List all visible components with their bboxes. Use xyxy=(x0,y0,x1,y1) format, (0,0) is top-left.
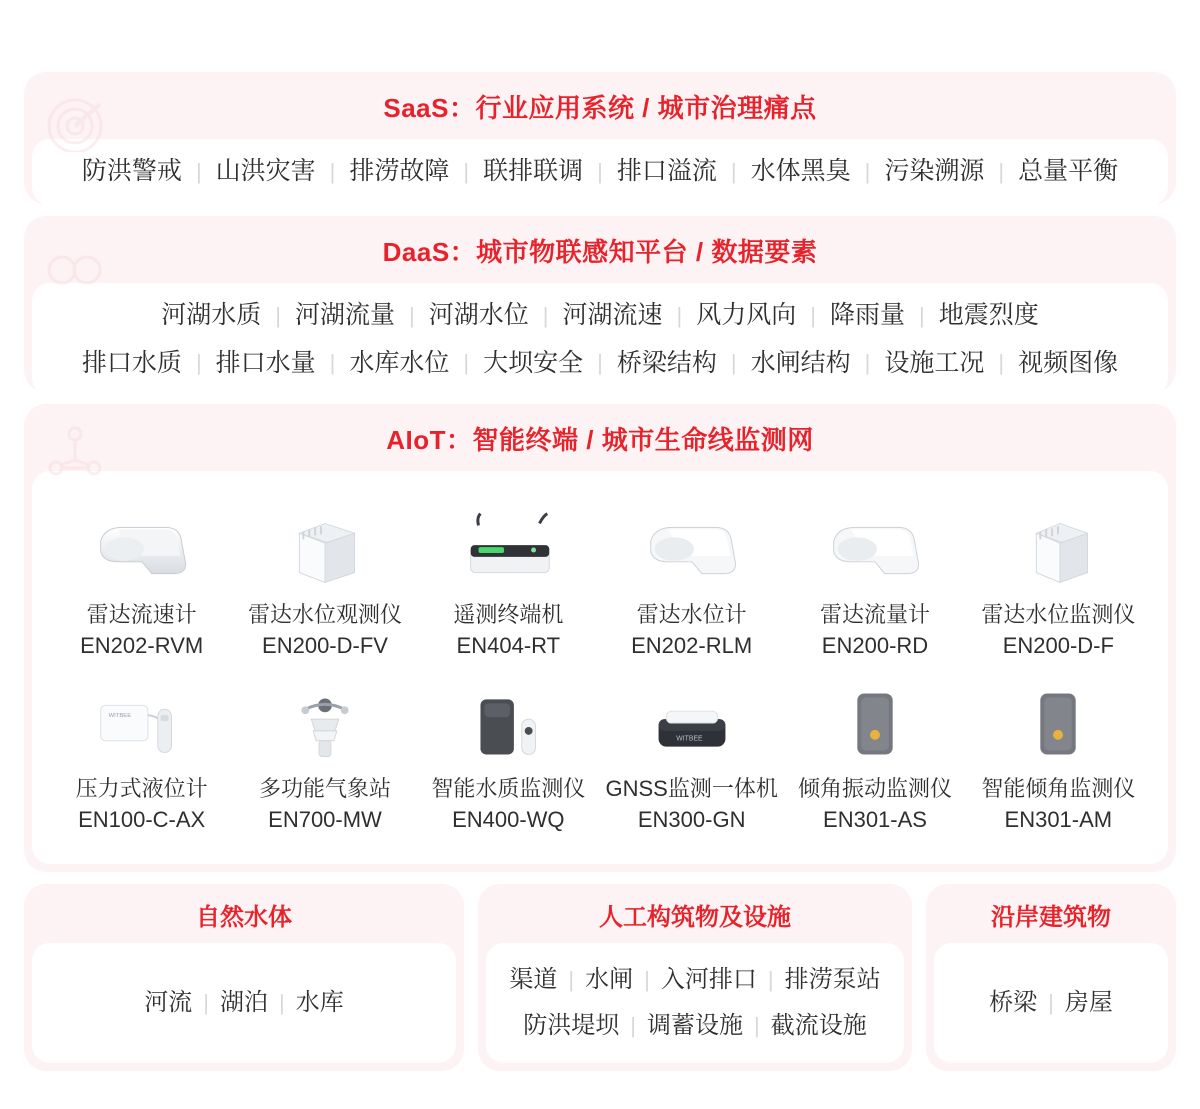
separator: | xyxy=(329,350,336,376)
daas-item[interactable]: 排口水量 xyxy=(215,348,316,377)
artificial-item[interactable]: 调蓄设施 xyxy=(647,1011,743,1039)
coastal-item-row xyxy=(940,985,1162,1021)
separator: | xyxy=(463,158,470,184)
separator: | xyxy=(767,966,774,992)
separator: | xyxy=(597,158,603,184)
daas-item[interactable]: 排口水质 xyxy=(81,348,182,377)
device-name: 智能倾角监测仪 xyxy=(981,776,1136,802)
coastal-building-card xyxy=(926,884,1176,1071)
artificial-structure-title: 人工构筑物及设施 xyxy=(599,903,791,931)
daas-layer-card xyxy=(24,216,1176,392)
daas-item[interactable]: 大坝安全 xyxy=(483,348,584,377)
device-name: 雷达水位监测仪 xyxy=(981,602,1136,627)
separator: | xyxy=(409,302,415,328)
radar-level-meter-icon xyxy=(627,495,757,591)
artificial-structure-card xyxy=(478,884,912,1071)
device-grid xyxy=(42,485,1158,850)
separator: | xyxy=(810,302,816,328)
natural-water-title: 自然水体 xyxy=(196,903,292,931)
daas-item[interactable]: 风力风向 xyxy=(696,301,797,329)
separator: | xyxy=(754,1012,760,1038)
device-item[interactable] xyxy=(50,665,233,835)
artificial-item[interactable]: 排涝泵站 xyxy=(784,965,881,993)
daas-item[interactable]: 降雨量 xyxy=(829,301,905,329)
daas-item[interactable]: 视频图像 xyxy=(1018,348,1119,377)
separator: | xyxy=(195,350,202,376)
artificial-item[interactable]: 截流设施 xyxy=(770,1011,867,1039)
device-name: 雷达水位计 xyxy=(636,602,747,627)
separator: | xyxy=(203,989,209,1015)
saas-item[interactable]: 总量平衡 xyxy=(1018,157,1119,185)
device-model: EN400-WQ xyxy=(452,807,565,833)
daas-item[interactable]: 河湖水质 xyxy=(161,301,262,329)
device-item[interactable] xyxy=(967,491,1150,661)
weather-station-icon xyxy=(260,669,390,765)
device-item[interactable] xyxy=(783,491,966,661)
device-name: 倾角振动监测仪 xyxy=(797,776,952,802)
device-item[interactable] xyxy=(600,491,783,661)
coastal-building-items xyxy=(934,943,1168,1063)
device-model: EN404-RT xyxy=(456,632,561,658)
coastal-item[interactable]: 房屋 xyxy=(1064,988,1113,1016)
device-name: 多功能气象站 xyxy=(258,776,391,802)
separator: | xyxy=(597,350,603,376)
saas-item[interactable]: 山洪灾害 xyxy=(215,157,316,185)
separator: | xyxy=(1048,989,1054,1015)
separator: | xyxy=(998,350,1005,376)
svg-text:WITBEE: WITBEE xyxy=(675,736,703,744)
separator: | xyxy=(676,302,683,328)
device-model: EN700-MW xyxy=(268,807,382,833)
daas-item[interactable]: 河湖流速 xyxy=(562,301,663,329)
artificial-item-row-1 xyxy=(492,962,898,998)
saas-item-row xyxy=(42,153,1158,191)
saas-item[interactable]: 水体黑臭 xyxy=(750,157,851,185)
separator: | xyxy=(918,302,925,328)
device-model: EN200-RD xyxy=(821,632,929,658)
device-item[interactable] xyxy=(417,665,600,835)
device-model: EN200-D-F xyxy=(1002,632,1114,658)
artificial-item[interactable]: 渠道 xyxy=(509,965,558,993)
daas-item-row-1 xyxy=(42,297,1158,335)
saas-item[interactable]: 污染溯源 xyxy=(884,157,985,185)
natural-item[interactable]: 河流 xyxy=(144,988,193,1016)
device-item[interactable] xyxy=(233,491,416,661)
radar-velocity-sensor-icon xyxy=(77,495,207,591)
daas-item[interactable]: 水库水位 xyxy=(349,348,450,377)
separator: | xyxy=(279,989,285,1015)
device-item[interactable] xyxy=(417,491,600,661)
separator: | xyxy=(275,302,282,328)
device-model: EN301-AS xyxy=(823,807,927,833)
artificial-item[interactable]: 水闸 xyxy=(585,965,634,993)
device-model: EN200-D-FV xyxy=(262,632,388,658)
radar-level-monitor-icon xyxy=(993,495,1123,591)
device-name: 遥测终端机 xyxy=(453,602,564,627)
daas-item[interactable]: 设施工况 xyxy=(884,348,985,377)
separator: | xyxy=(630,1012,636,1038)
device-model: EN301-AM xyxy=(1004,807,1113,833)
device-name: 雷达流速计 xyxy=(86,602,197,627)
device-item[interactable] xyxy=(783,665,966,835)
device-name: 智能水质监测仪 xyxy=(431,776,586,802)
separator: | xyxy=(644,966,650,992)
daas-items xyxy=(32,283,1168,392)
separator: | xyxy=(864,158,871,184)
separator: | xyxy=(329,158,336,184)
device-item[interactable] xyxy=(967,665,1150,835)
separator: | xyxy=(730,350,737,376)
saas-layer-card xyxy=(24,72,1176,204)
device-model: EN202-RVM xyxy=(80,632,204,658)
daas-item[interactable]: 河湖流量 xyxy=(295,301,396,329)
aiot-layer-card xyxy=(24,404,1176,872)
device-name: 雷达水位观测仪 xyxy=(247,602,402,627)
natural-water-items xyxy=(32,943,456,1063)
natural-water-card xyxy=(24,884,464,1071)
gnss-monitor-icon xyxy=(627,669,757,765)
daas-item[interactable]: 水闸结构 xyxy=(750,348,851,377)
device-model: EN300-GN xyxy=(637,807,746,833)
device-item[interactable] xyxy=(233,665,416,835)
daas-item[interactable]: 河湖水位 xyxy=(428,301,529,329)
aiot-title: AIoT：智能终端 / 城市生命线监测网 xyxy=(386,425,814,455)
device-model: EN100-C-AX xyxy=(78,807,206,833)
object-category-row xyxy=(24,884,1176,1071)
device-name: 雷达流量计 xyxy=(819,602,930,627)
daas-item[interactable]: 地震烈度 xyxy=(938,301,1039,329)
daas-item-row-2 xyxy=(42,345,1158,383)
separator: | xyxy=(195,158,202,184)
artificial-item[interactable]: 防洪堤坝 xyxy=(523,1011,620,1039)
device-item[interactable] xyxy=(600,665,783,835)
daas-title: DaaS：城市物联感知平台 / 数据要素 xyxy=(382,237,818,267)
radar-level-observer-icon xyxy=(260,495,390,591)
device-item[interactable] xyxy=(50,491,233,661)
aiot-device-list xyxy=(32,471,1168,864)
separator: | xyxy=(730,158,737,184)
coastal-item[interactable]: 桥梁 xyxy=(989,988,1038,1016)
tilt-vibration-monitor-icon xyxy=(810,669,940,765)
separator: | xyxy=(542,302,549,328)
daas-item[interactable]: 桥梁结构 xyxy=(616,348,717,377)
radar-flow-meter-icon xyxy=(810,495,940,591)
svg-text:WITBEE: WITBEE xyxy=(108,713,131,720)
saas-item[interactable]: 防洪警戒 xyxy=(81,157,182,185)
telemetry-terminal-icon xyxy=(443,495,573,591)
device-name: 压力式液位计 xyxy=(75,776,208,802)
saas-item[interactable]: 排涝故障 xyxy=(349,157,450,185)
separator: | xyxy=(463,350,470,376)
smart-tilt-monitor-icon xyxy=(993,669,1123,765)
device-model: EN202-RLM xyxy=(631,632,753,658)
natural-item-row xyxy=(38,985,450,1021)
saas-items xyxy=(32,139,1168,204)
saas-item[interactable]: 排口溢流 xyxy=(616,157,717,185)
saas-title: SaaS：行业应用系统 / 城市治理痛点 xyxy=(383,93,817,123)
pressure-level-gauge-icon xyxy=(77,669,207,765)
natural-item[interactable]: 水库 xyxy=(295,988,344,1016)
coastal-building-title: 沿岸建筑物 xyxy=(991,903,1111,931)
separator: | xyxy=(998,158,1005,184)
artificial-item[interactable]: 入河排口 xyxy=(660,965,757,993)
natural-item[interactable]: 湖泊 xyxy=(220,988,268,1016)
artificial-item-row-2 xyxy=(492,1008,898,1044)
device-name: GNSS监测一体机 xyxy=(605,776,778,802)
artificial-structure-items xyxy=(486,943,904,1063)
separator: | xyxy=(864,350,871,376)
saas-item[interactable]: 联排联调 xyxy=(483,157,584,185)
water-quality-monitor-icon xyxy=(443,669,573,765)
separator: | xyxy=(568,966,575,992)
